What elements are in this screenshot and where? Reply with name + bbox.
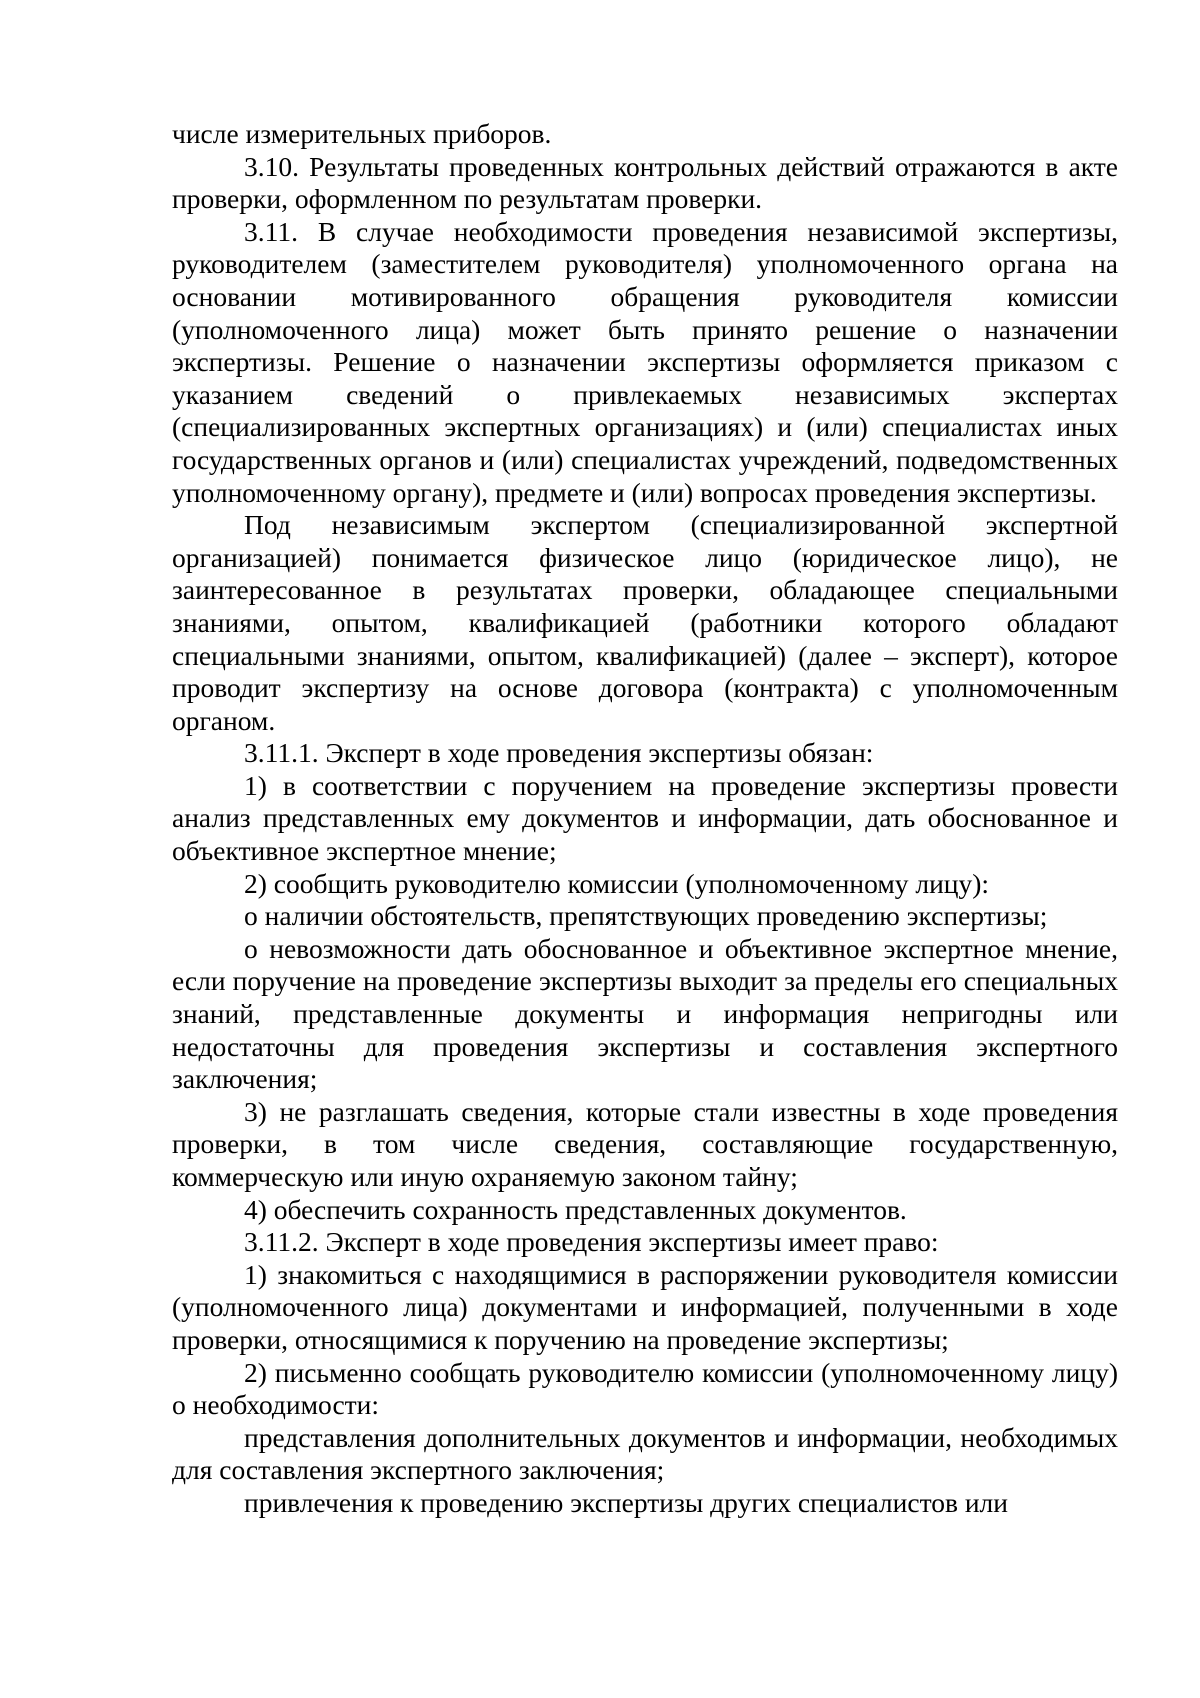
list-item-duty-1: 1) в соответствии с поручением на проведение экспертизы провести анализ представленных ему документов и информации, дать обоснованное и объективное экспертное мнение; [172, 769, 1118, 867]
document-page [172, 118, 1118, 1520]
list-item-duty-2: 2) сообщить руководителю комиссии (уполномоченному лицу): [244, 867, 990, 899]
paragraph-continuation: числе измерительных приборов. [172, 118, 552, 149]
paragraph-3-11-1: 3.11.1. Эксперт в ходе проведения экспертизы обязан: [244, 737, 874, 769]
list-item-duty-4: 4) обеспечить сохранность представленных документов. [244, 1193, 907, 1225]
list-subitem-other-specialists: привлечения к проведению экспертизы других специалистов или [244, 1486, 1008, 1518]
list-item-duty-3: 3) не разглашать сведения, которые стали известны в ходе проведения проверки, в том числе сведения, составляющие государственную, коммерческую или иную охраняемую законом тайну; [172, 1095, 1118, 1192]
list-subitem-additional-documents: представления дополнительных документов и информации, необходимых для составления экспертного заключения; [172, 1421, 1118, 1486]
list-subitem-circumstances: о наличии обстоятельств, препятствующих проведению экспертизы; [244, 900, 1048, 932]
paragraph-3-11: 3.11. В случае необходимости проведения независимой экспертизы, руководителем (заместителем руководителя) уполномоченного органа на основании мотивированного обращения руководителя комиссии (уполномоченного лица) может быть принято решение о назначении экспертизы. Решение о назначении экспертизы оформляется приказом с указанием сведений о привлекаемых независимых экспертах (специализированных экспертных организациях) и (или) специалистах иных государственных органов и (или) специалистах учреждений, подведомственных уполномоченному органу), предмете и (или) вопросах проведения экспертизы. [172, 215, 1118, 508]
list-item-right-2: 2) письменно сообщать руководителю комиссии (уполномоченному лицу) о необходимости: [172, 1356, 1118, 1421]
list-subitem-impossibility: о невозможности дать обоснованное и объективное экспертное мнение, если поручение на проведение экспертизы выходит за пределы его специальных знаний, представленные документы и информация непригодны или недостаточны для проведения экспертизы и составления экспертного заключения; [172, 932, 1118, 1095]
paragraph-3-10: 3.10. Результаты проведенных контрольных действий отражаются в акте проверки, оформленном по результатам проверки. [172, 150, 1118, 215]
paragraph-expert-definition: Под независимым экспертом (специализированной экспертной организацией) понимается физическое лицо (юридическое лицо), не заинтересованное в результатах проверки, обладающее специальными знаниями, опытом, квалификацией (работники которого обладают специальными знаниями, опытом, квалификацией) (далее – эксперт), которое проводит экспертизу на основе договора (контракта) с уполномоченным органом. [172, 509, 1118, 736]
paragraph-3-11-2: 3.11.2. Эксперт в ходе проведения экспертизы имеет право: [244, 1226, 939, 1258]
list-item-right-1: 1) знакомиться с находящимися в распоряжении руководителя комиссии (уполномоченного лица) документами и информацией, полученными в ходе проверки, относящимися к поручению на проведение экспертизы; [172, 1258, 1118, 1355]
